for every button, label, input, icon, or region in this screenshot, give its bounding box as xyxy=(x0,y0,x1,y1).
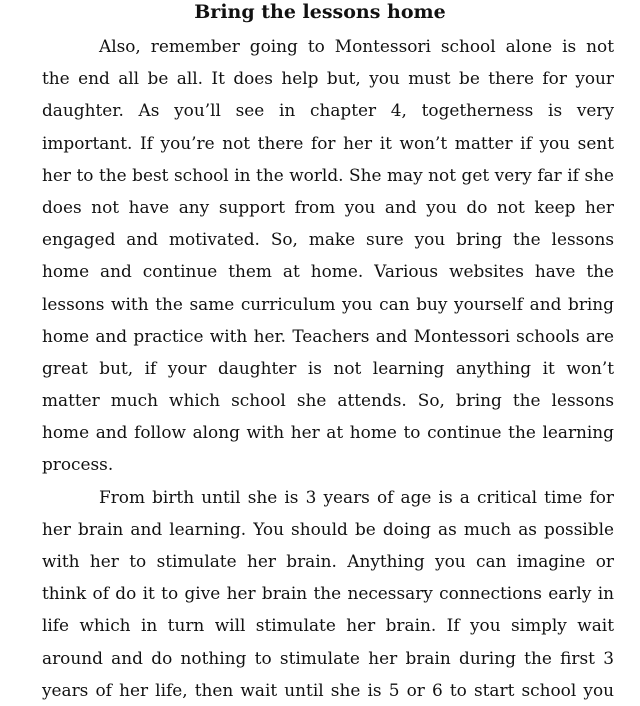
text-line: process. xyxy=(42,454,114,475)
text-line: lessons with the same curriculum you can buy yourself and bring xyxy=(42,293,614,314)
text-line: with her to stimulate her brain. Anything you can imagine or xyxy=(42,551,614,571)
text-line: her brain and learning. You should be doing as much as possible xyxy=(42,518,614,539)
text-line: home and follow along with her at home to continue the learning xyxy=(42,422,614,443)
body-text xyxy=(42,30,614,706)
text-line: home and practice with her. Teachers and Montessori schools are xyxy=(42,325,614,346)
paragraph xyxy=(42,30,614,481)
text-line: important. If you’re not there for her it won’t matter if you sent xyxy=(42,132,614,153)
text-line: years of her life, then wait until she is 5 or 6 to start school you xyxy=(42,679,614,700)
text-line: daughter. As you’ll see in chapter 4, togetherness is very xyxy=(42,100,614,121)
text-line: life which in turn will stimulate her brain. If you simply wait xyxy=(42,615,614,636)
text-line: great but, if your daughter is not learning anything it won’t xyxy=(42,357,614,378)
text-line: around and do nothing to stimulate her brain during the first 3 xyxy=(42,647,614,668)
text-line: the end all be all. It does help but, you must be there for your xyxy=(42,68,614,89)
text-line: her to the best school in the world. She may not get very far if she xyxy=(42,164,614,185)
section-heading: Bring the lessons home xyxy=(194,1,446,23)
text-line: engaged and motivated. So, make sure you bring the lessons xyxy=(42,229,614,250)
text-line: Also, remember going to Montessori school alone is not xyxy=(99,36,614,56)
paragraph xyxy=(42,481,614,706)
text-line: home and continue them at home. Various websites have the xyxy=(42,261,614,282)
text-line: think of do it to give her brain the necessary connections early in xyxy=(42,583,614,604)
text-line: From birth until she is 3 years of age is a critical time for xyxy=(99,486,614,507)
text-line: matter much which school she attends. So, bring the lessons xyxy=(42,390,614,411)
text-line: does not have any support from you and you do not keep her xyxy=(42,196,614,217)
